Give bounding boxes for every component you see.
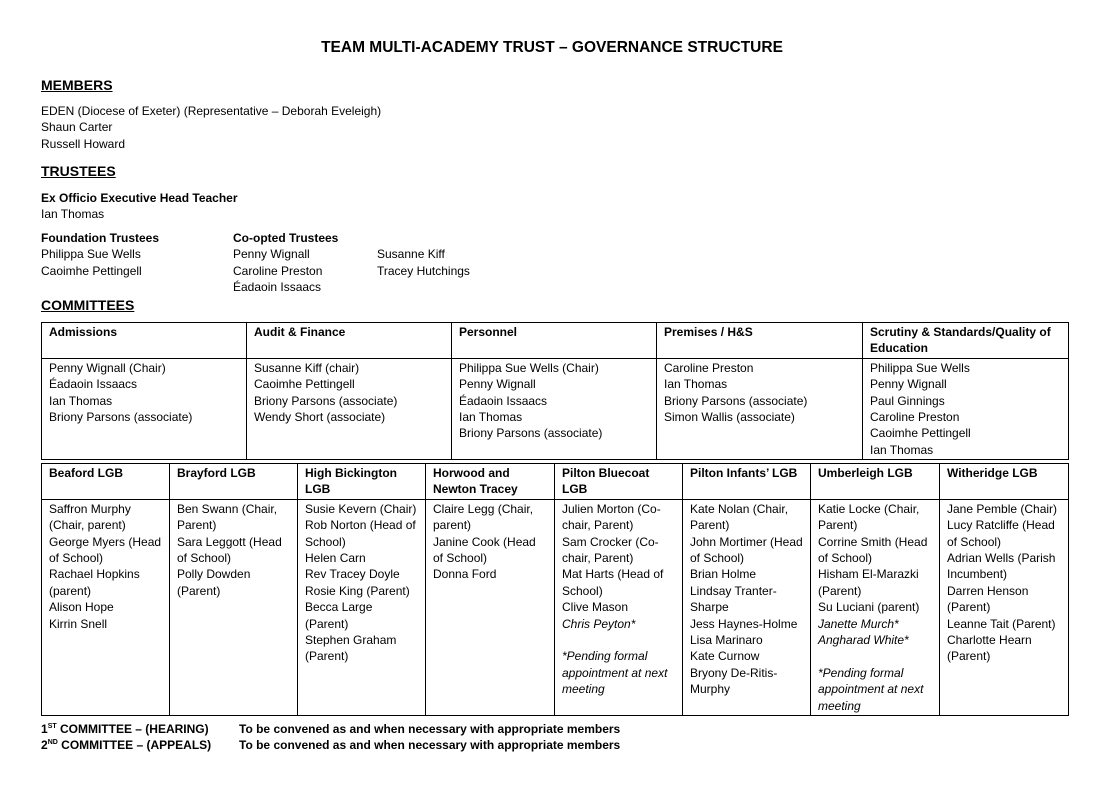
member-item: EDEN (Diocese of Exeter) (Representative – Deborah Eveleigh) [41,104,382,118]
lgb-members: Susie Kevern (Chair) Rob Norton (Head of School) Helen Carn Rev Tracey Doyle Rosie King (Parent) Becca Large (Parent) Stephen Graham (Parent) [298,499,426,715]
trustee-item: Caoimhe Pettingell [41,263,142,278]
lgb-header: Beaford LGB [42,464,170,500]
committees-table [41,322,1069,460]
appeals-committee-text: To be convened as and when necessary with appropriate members [239,738,621,752]
lgb-table [41,463,1069,716]
trustees-heading: TRUSTEES [41,163,116,179]
pending-member: Janette Murch* Angharad White* [818,616,909,648]
lgb-members-list: Katie Locke (Chair, Parent) Corrine Smith (Head of School) Hisham El-Marazki (Parent) Su Luciani (parent) [818,501,928,615]
foundation-trustees [41,230,159,279]
committee-name: COMMITTEE – (HEARING) [56,722,209,736]
lgb-members: Claire Legg (Chair, parent) Janine Cook (Head of School) Donna Ford [426,499,555,715]
ordinal-number: 2 [41,738,48,752]
trustee-item: Penny Wignall [233,247,310,262]
committee-header: Premises / H&S [657,323,863,359]
hearing-committee-row [41,721,620,737]
coopted-trustees [233,230,338,296]
appeals-committee-row [41,737,620,753]
lgb-header: Horwood and Newton Tracey [426,464,555,500]
committee-members: Philippa Sue Wells Penny Wignall Paul Ginnings Caroline Preston Caoimhe Pettingell Ian Thomas [863,358,1069,459]
pending-member: Chris Peyton* [562,616,636,631]
committee-header: Personnel [452,323,657,359]
ordinal-suffix: ST [47,723,57,730]
lgb-members: Kate Nolan (Chair, Parent) John Mortimer (Head of School) Brian Holme Lindsay Tranter-Sharpe Jess Haynes-Holme Lisa Marinaro Kate Curnow Bryony De-Ritis-Murphy [683,499,811,715]
member-item: Shaun Carter [41,120,113,135]
committee-name: COMMITTEE – (APPEALS) [57,738,212,752]
lgb-members [811,499,940,715]
committee-header: Admissions [42,323,247,359]
lgb-members: Ben Swann (Chair, Parent) Sara Leggott (Head of School) Polly Dowden (Parent) [170,499,298,715]
lgb-members: Saffron Murphy (Chair, parent) George Myers (Head of School) Rachael Hopkins (parent) Alison Hope Kirrin Snell [42,499,170,715]
pending-note: *Pending formal appointment at next meeting [818,665,924,713]
trustee-item: Philippa Sue Wells [41,247,141,262]
committee-members: Susanne Kiff (chair) Caoimhe Pettingell Briony Parsons (associate) Wendy Short (associate) [247,358,452,459]
hearing-committee-text: To be convened as and when necessary with appropriate members [239,722,621,736]
lgb-header: Pilton Bluecoat LGB [555,464,683,500]
footer-committees [41,721,620,753]
coopted-label: Co-opted Trustees [233,231,339,245]
trustee-item: Tracey Hutchings [377,263,470,278]
page-title: TEAM MULTI-ACADEMY TRUST – GOVERNANCE STRUCTURE [321,39,783,56]
ex-officio-label: Ex Officio Executive Head Teacher [41,191,238,205]
committee-header: Audit & Finance [247,323,452,359]
lgb-header: Witheridge LGB [940,464,1069,500]
coopted-trustees-col2 [377,246,470,279]
appeals-committee-label [41,737,239,753]
lgb-members [555,499,683,715]
committee-members: Penny Wignall (Chair) Éadaoin Issaacs Ian Thomas Briony Parsons (associate) [42,358,247,459]
members-list [41,103,381,152]
trustee-item: Éadaoin Issaacs [233,280,322,295]
members-heading: MEMBERS [41,77,113,93]
ex-officio-name: Ian Thomas [41,207,105,222]
lgb-header: Brayford LGB [170,464,298,500]
committees-heading: COMMITTEES [41,297,135,313]
committee-members: Philippa Sue Wells (Chair) Penny Wignall Éadaoin Issaacs Ian Thomas Briony Parsons (associate) [452,358,657,459]
trustee-item: Susanne Kiff [377,247,445,262]
committee-header: Scrutiny & Standards/Quality of Education [863,323,1069,359]
foundation-label: Foundation Trustees [41,231,160,245]
trustee-item: Caroline Preston [233,263,323,278]
ordinal-number: 1 [41,722,48,736]
lgb-header: Umberleigh LGB [811,464,940,500]
ex-officio-block [41,190,238,223]
ordinal-suffix: ND [47,739,58,746]
lgb-members: Jane Pemble (Chair) Lucy Ratcliffe (Head of School) Adrian Wells (Parish Incumbent) Darren Henson (Parent) Leanne Tait (Parent) Charlotte Hearn (Parent) [940,499,1069,715]
pending-note: *Pending formal appointment at next meeting [562,649,668,697]
lgb-header: High Bickington LGB [298,464,426,500]
committee-members: Caroline Preston Ian Thomas Briony Parsons (associate) Simon Wallis (associate) [657,358,863,459]
lgb-members-list: Julien Morton (Co-chair, Parent) Sam Crocker (Co-chair, Parent) Mat Harts (Head of School) Clive Mason [562,501,664,615]
member-item: Russell Howard [41,136,126,151]
lgb-header: Pilton Infants’ LGB [683,464,811,500]
hearing-committee-label [41,721,239,737]
